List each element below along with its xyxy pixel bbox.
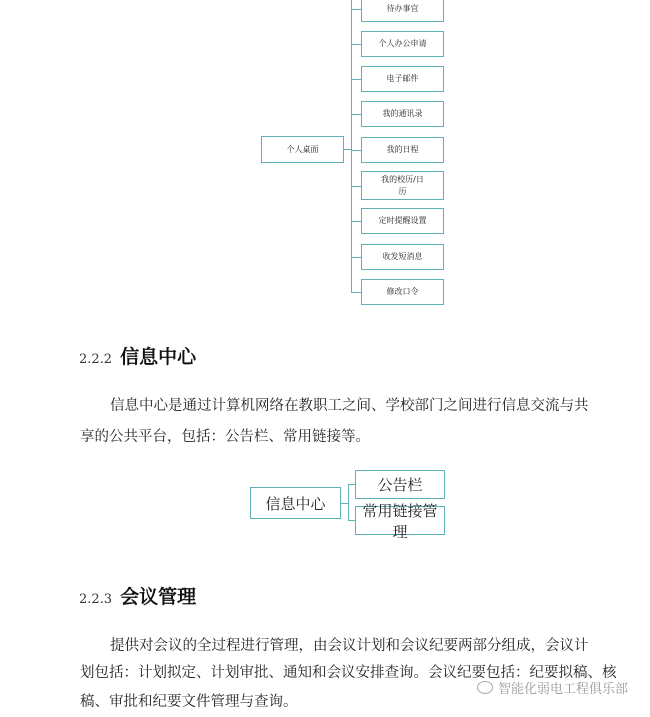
node-todo: 待办事宜 [361,0,444,22]
section-number: 2.2.3 [79,592,113,607]
node-schedule: 我的日程 [361,137,444,163]
node-bulletin-board: 公告栏 [355,470,445,499]
paragraph-line: 信息中心是通过计算机网络在教职工之间、学校部门之间进行信息交流与共 [110,398,589,414]
section-title: 会议管理 [120,586,197,608]
root-node-personal-desktop: 个人桌面 [261,136,344,163]
section-heading-info-center [79,342,196,369]
node-short-messages: 收发短消息 [361,244,444,270]
section-title: 信息中心 [120,346,197,368]
section-number: 2.2.2 [79,352,113,367]
node-reminder-settings: 定时提醒设置 [361,208,444,234]
paragraph-line: 提供对会议的全过程进行管理，由会议计划和会议纪要两部分组成，会议计 [110,638,589,654]
node-personal-office-request: 个人办公申请 [361,31,444,57]
watermark-text: 智能化弱电工程俱乐部 [497,682,628,697]
root-node-info-center: 信息中心 [250,487,341,519]
paragraph-line: 稿、审批和纪要文件管理与查询。 [80,694,298,710]
node-change-password: 修改口令 [361,279,444,305]
wechat-icon [477,681,493,694]
node-links-management: 常用链接管理 [355,506,445,535]
node-calendar: 我的校历/日历 [361,171,444,200]
node-address-book: 我的通讯录 [361,101,444,127]
connector-spine [348,484,349,521]
paragraph-line: 享的公共平台，包括：公告栏、常用链接等。 [80,429,370,445]
watermark [477,678,628,697]
section-heading-meeting-management [79,582,196,609]
paragraph-line: 划包括：计划拟定、计划审批、通知和会议安排查询。会议纪要包括：纪要拟稿、核 [80,665,617,681]
node-email: 电子邮件 [361,66,444,92]
